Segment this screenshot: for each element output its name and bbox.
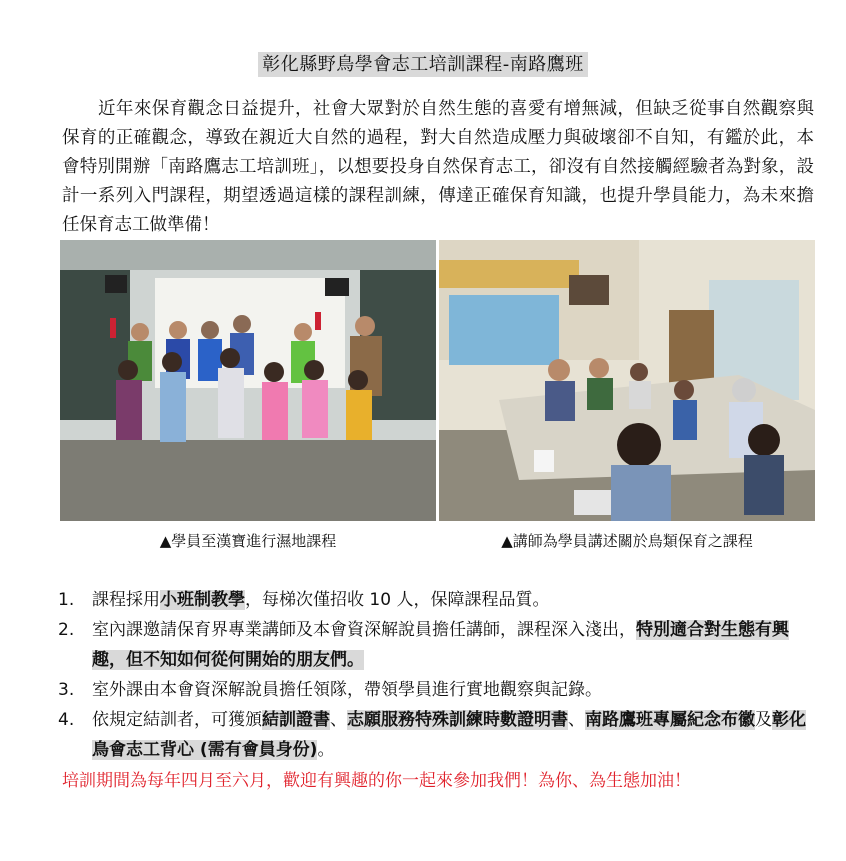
list-item: 2. 室內課邀請保育界專業講師及本會資深解說員擔任講師，課程深入淺出，特別適合對生態有興趣，但不知如何從何開始的朋友們。	[58, 620, 789, 670]
indoor-lecture-photo	[439, 240, 815, 521]
highlight-target-audience: 特別適合對生態有興趣，但不知如何從何開始的朋友們。	[92, 620, 789, 670]
intro-paragraph: 近年來保育觀念日益提升，社會大眾對於自然生態的喜愛有增無減，但缺乏從事自然觀察與保育的正確觀念，導致在親近大自然的過程，對大自然造成壓力與破壞卻不自知，有鑑於此，本會特別開辦「南路鷹志工培訓班」，以想要投身自然保育志工，卻沒有自然接觸經驗者為對象，設計一系列入門課程，期望透過這樣的課程訓練，傳達正確保育知識，也提升學員能力，為未來擔任保育志工做準備！	[62, 99, 814, 235]
highlight-service-hours-certificate: 志願服務特殊訓練時數證明書	[347, 710, 568, 730]
list-item: 3. 室外課由本會資深解說員擔任領隊，帶領學員進行實地觀察與記錄。	[58, 680, 602, 700]
highlight-small-class: 小班制教學	[160, 590, 245, 610]
closing-invitation: 培訓期間為每年四月至六月，歡迎有興趣的你一起來參加我們！為你、為生態加油！	[62, 771, 691, 791]
indoor-lecture-caption: ▲講師為學員講述關於鳥類保育之課程	[501, 532, 753, 550]
list-item: 1. 課程採用小班制教學，每梯次僅招收 10 人，保障課程品質。	[58, 590, 550, 610]
classroom-photo-illustration	[439, 240, 815, 521]
wetland-class-photo	[60, 240, 436, 521]
course-features-list	[58, 585, 813, 765]
highlight-vest: 彰化鳥會志工背心 (需有會員身份)	[92, 710, 806, 760]
document-title	[0, 50, 846, 76]
wetland-class-caption: ▲學員至漢寶進行濕地課程	[159, 532, 337, 550]
highlight-certificate: 結訓證書	[262, 710, 330, 730]
group-photo-illustration	[60, 240, 436, 521]
highlight-badge: 南路鷹班專屬紀念布徽	[585, 710, 755, 730]
document-title-text: 彰化縣野鳥學會志工培訓課程-南路鷹班	[258, 52, 588, 77]
list-item: 4. 依規定結訓者，可獲頒結訓證書、志願服務特殊訓練時數證明書、南路鷹班專屬紀念布徽及彰化鳥會志工背心 (需有會員身份)。	[58, 710, 806, 760]
